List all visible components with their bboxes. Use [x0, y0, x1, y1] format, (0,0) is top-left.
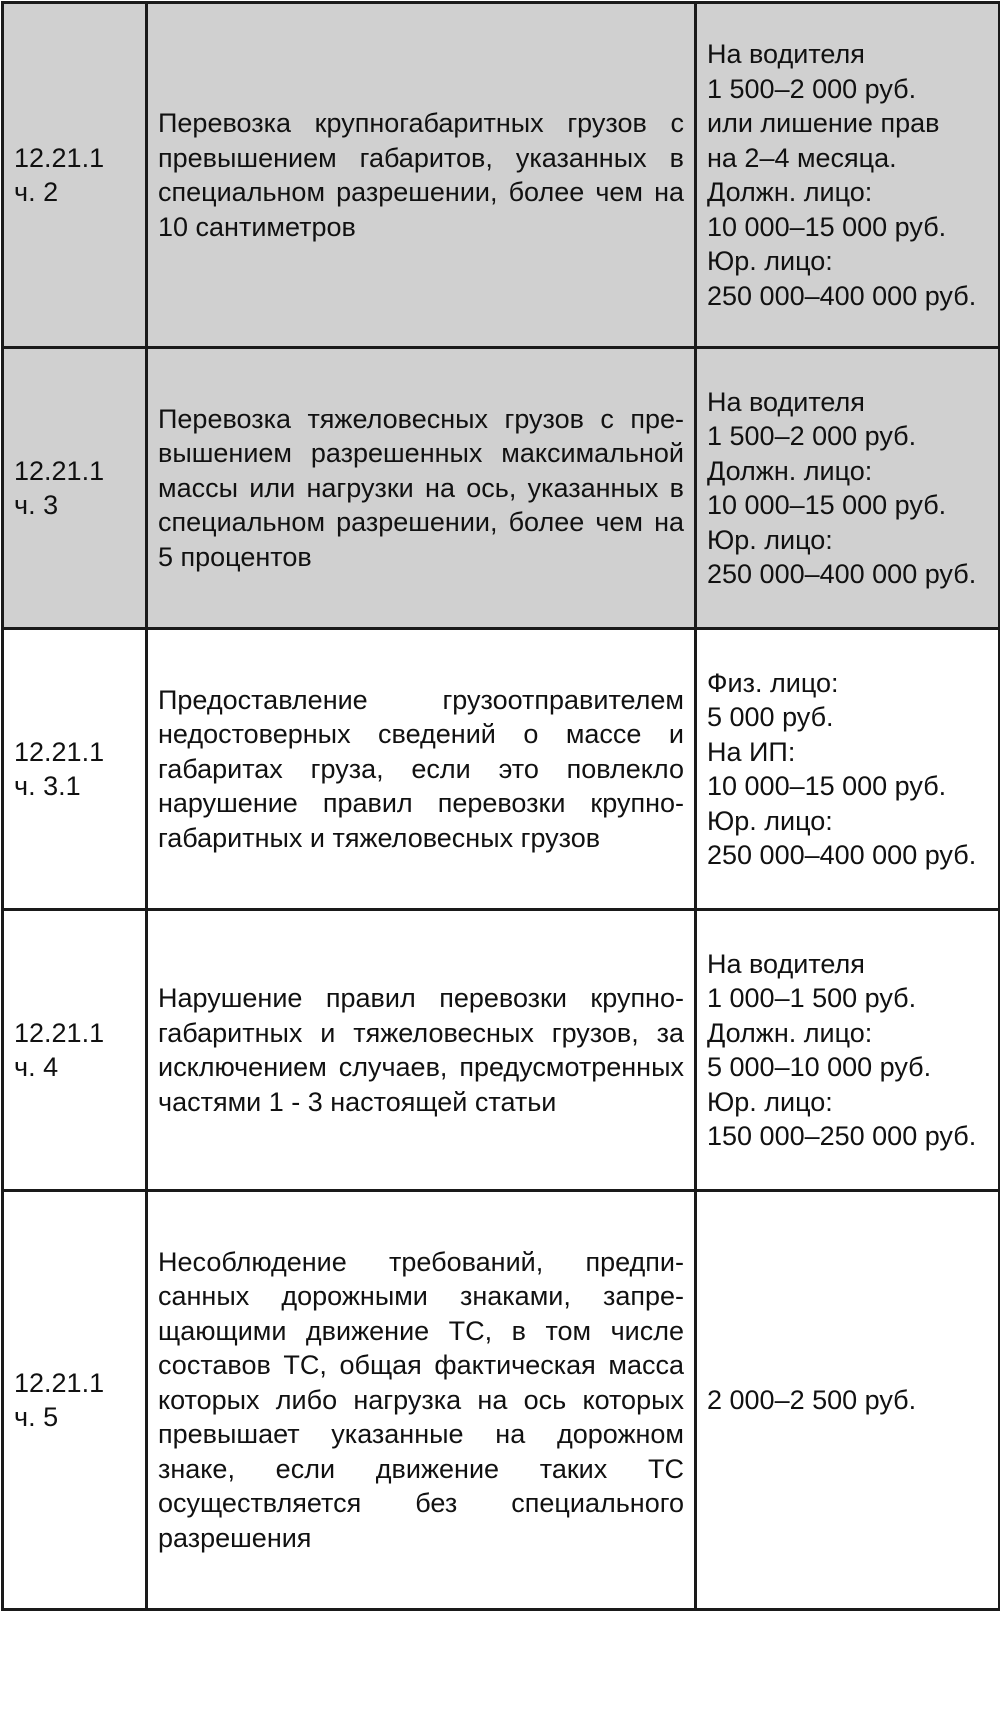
article-part: ч. 2 [14, 177, 59, 207]
table-row [3, 910, 1000, 1191]
penalty-line: Должн. лицо: [707, 177, 873, 207]
penalty-line: 10 000–15 000 руб. [707, 211, 947, 242]
article-number: 12.21.1 [14, 736, 105, 767]
penalty-line: 1 500–2 000 руб. [707, 73, 917, 104]
penalty-cell [696, 348, 1000, 629]
fines-table [1, 1, 1000, 1611]
penalty-cell [696, 3, 1000, 348]
article-number: 12.21.1 [14, 455, 105, 486]
article-part: ч. 3 [14, 490, 59, 520]
article-cell [3, 629, 147, 910]
violation-description: Перевозка крупногабаритных грузов с превышением габаритов, указанных в специальном разрешении, более чем на 10 сантиметров [147, 3, 696, 348]
penalty-line: Юр. лицо: [707, 805, 833, 836]
article-cell [3, 348, 147, 629]
article-number: 12.21.1 [14, 1367, 105, 1398]
penalty-line: На водителя [707, 386, 865, 417]
penalty-line: 250 000–400 000 руб. [707, 559, 977, 589]
penalty-line: Должн. лицо: [707, 455, 873, 486]
penalty-line: Юр. лицо: [707, 246, 833, 276]
penalty-line: 1 500–2 000 руб. [707, 421, 917, 451]
article-part: ч. 3.1 [14, 771, 81, 801]
penalty-cell [696, 629, 1000, 910]
penalty-cell [696, 910, 1000, 1191]
penalty-line: 2 000–2 500 руб. [707, 1384, 917, 1415]
table-row [3, 1191, 1000, 1610]
article-number: 12.21.1 [14, 142, 105, 173]
penalty-line: На водителя [707, 39, 865, 69]
article-cell [3, 3, 147, 348]
penalty-line: 250 000–400 000 руб. [707, 280, 977, 311]
penalty-line: 150 000–250 000 руб. [707, 1121, 977, 1151]
penalty-line: На водителя [707, 948, 865, 979]
article-part: ч. 4 [14, 1052, 59, 1082]
article-cell [3, 910, 147, 1191]
article-part: ч. 5 [14, 1402, 59, 1432]
violation-description: Нарушение правил перевозки крупногабаритных и тяжеловесных грузов, за исключением случаев, предусмотренных частями 1 - 3 настоящей статьи [147, 910, 696, 1191]
violation-description: Предоставление грузоотправителем недостоверных сведений о массе и габаритах груза, если это повлекло нарушение правил перевозки крупногабаритных и тяжеловесных грузов [147, 629, 696, 910]
penalty-cell [696, 1191, 1000, 1610]
article-number: 12.21.1 [14, 1017, 105, 1048]
penalty-line: на 2–4 месяца. [707, 142, 897, 173]
violation-description: Несоблюдение требований, предписанных дорожными знаками, запрещающими движение ТС, в том числе составов ТС, общая фактическая масса которых либо нагрузка на ось которых превышает указанные на дорожном знаке, если движение таких ТС осуществляется без специального разрешения [147, 1191, 696, 1610]
penalty-line: 250 000–400 000 руб. [707, 840, 977, 870]
penalty-line: Должн. лицо: [707, 1017, 873, 1048]
penalty-line: 10 000–15 000 руб. [707, 771, 947, 801]
penalty-line: 5 000 руб. [707, 702, 834, 732]
table-row [3, 3, 1000, 348]
violation-description: Перевозка тяжеловесных грузов с превышением разрешенных максимальной массы или нагрузки на ось, указанных в специальном разрешении, более чем на 5 процентов [147, 348, 696, 629]
penalty-line: 1 000–1 500 руб. [707, 983, 917, 1013]
penalty-line: 10 000–15 000 руб. [707, 490, 947, 520]
penalty-line: Юр. лицо: [707, 1086, 833, 1117]
table-row [3, 348, 1000, 629]
penalty-line: или лишение прав [707, 108, 940, 138]
penalty-line: Физ. лицо: [707, 667, 839, 698]
penalty-line: На ИП: [707, 736, 796, 767]
penalty-line: Юр. лицо: [707, 524, 833, 555]
article-cell [3, 1191, 147, 1610]
table-row [3, 629, 1000, 910]
penalty-line: 5 000–10 000 руб. [707, 1052, 932, 1082]
